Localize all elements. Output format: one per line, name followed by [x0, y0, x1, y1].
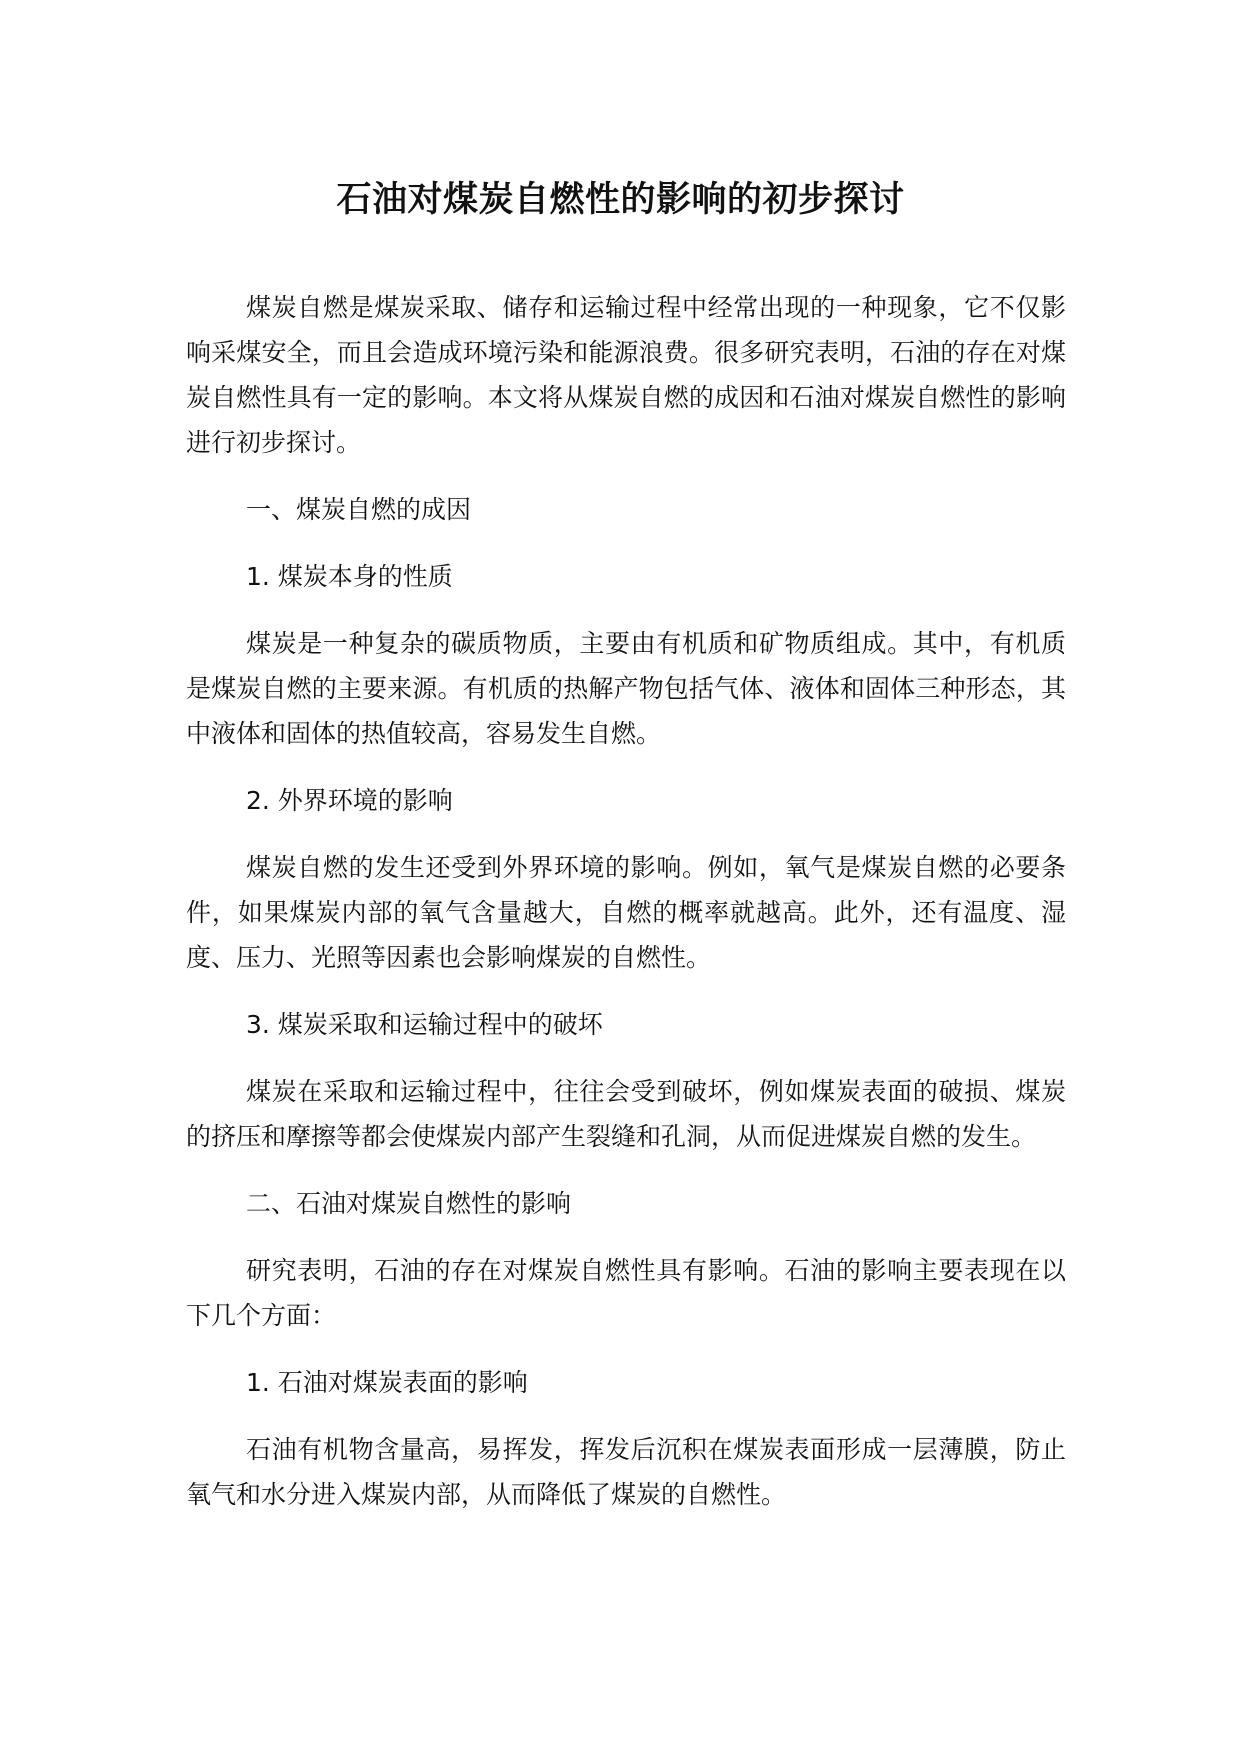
paragraph-oil-influence: 研究表明，石油的存在对煤炭自燃性具有影响。石油的影响主要表现在以下几个方面：: [186, 1256, 1066, 1330]
paragraph-oil-surface: 石油有机物含量高，易挥发，挥发后沉积在煤炭表面形成一层薄膜，防止氧气和水分进入煤炭内部，从而降低了煤炭的自燃性。: [186, 1435, 1066, 1509]
subsection-heading-environment: 2. 外界环境的影响: [246, 786, 453, 815]
document-body: [186, 285, 1066, 1539]
section-heading-oil-influence: 二、石油对煤炭自燃性的影响: [246, 1189, 572, 1218]
document-title: 石油对煤炭自燃性的影响的初步探讨: [336, 180, 905, 220]
paragraph-damage: 煤炭在采取和运输过程中，往往会受到破坏，例如煤炭表面的破损、煤炭的挤压和摩擦等都会使煤炭内部产生裂缝和孔洞，从而促进煤炭自燃的发生。: [186, 1077, 1066, 1151]
intro-paragraph: 煤炭自燃是煤炭采取、储存和运输过程中经常出现的一种现象，它不仅影响采煤安全，而且会造成环境污染和能源浪费。很多研究表明，石油的存在对煤炭自燃性具有一定的影响。本文将从煤炭自燃的成因和石油对煤炭自燃性的影响进行初步探讨。: [186, 293, 1066, 457]
subsection-heading-damage: 3. 煤炭采取和运输过程中的破坏: [246, 1010, 603, 1039]
paragraph-coal-properties: 煤炭是一种复杂的碳质物质，主要由有机质和矿物质组成。其中，有机质是煤炭自燃的主要来源。有机质的热解产物包括气体、液体和固体三种形态，其中液体和固体的热值较高，容易发生自燃。: [186, 629, 1066, 748]
section-heading-causes: 一、煤炭自燃的成因: [246, 495, 472, 524]
subsection-heading-oil-surface: 1. 石油对煤炭表面的影响: [246, 1368, 528, 1397]
paragraph-environment: 煤炭自燃的发生还受到外界环境的影响。例如，氧气是煤炭自燃的必要条件，如果煤炭内部的氧气含量越大，自燃的概率就越高。此外，还有温度、湿度、压力、光照等因素也会影响煤炭的自燃性。: [186, 853, 1066, 972]
subsection-heading-coal-properties: 1. 煤炭本身的性质: [246, 562, 453, 591]
